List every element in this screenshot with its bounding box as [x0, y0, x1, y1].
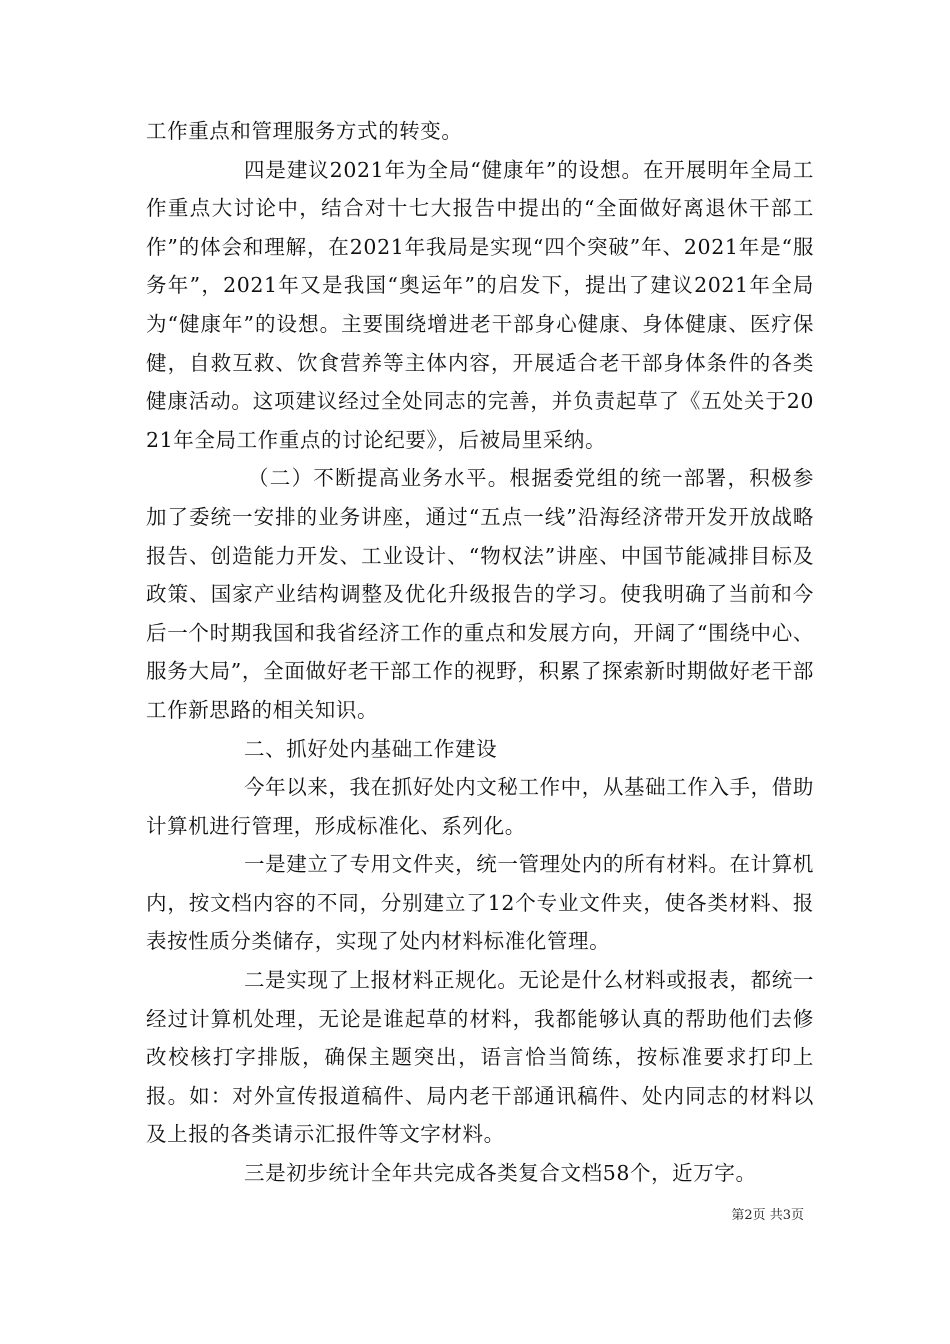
paragraph-business-level: （二）不断提高业务水平。根据委党组的统一部署，积极参加了委统一安排的业务讲座，通过“五点一线”沿海经济带开发开放战略报告、创造能力开发、工业设计、“物权法”讲座、中国节能减排目标及政策、国家产业结构调整及优化升级报告的学习。使我明确了当前和今后一个时期我国和我省经济工作的重点和发展方向，开阔了“围绕中心、服务大局”，全面做好老干部工作的视野，积累了探索新时期做好老干部工作新思路的相关知识。: [146, 466, 814, 722]
paragraph-health-year: 四是建议2021年为全局“健康年”的设想。在开展明年全局工作重点大讨论中，结合对十七大报告中提出的“全面做好离退休干部工作”的体会和理解，在2021年我局是实现“四个突破”年、2021年是“服务年”，2021年又是我国“奥运年”的启发下，提出了建议2021年全局为“健康年”的设想。主要围绕增进老干部身心健康、身体健康、医疗保健，自救互救、饮食营养等主体内容，开展适合老干部身体条件的各类健康活动。这项建议经过全处同志的完善，并负责起草了《五处关于2021年全局工作重点的讨论纪要》，后被局里采纳。: [146, 157, 814, 452]
page-number: 第2页 共3页: [731, 1208, 804, 1223]
section-heading: 二、抓好处内基础工作建设: [244, 736, 498, 761]
paragraph-continuation: 工作重点和管理服务方式的转变。: [146, 119, 463, 143]
document-body: [146, 112, 814, 1193]
paragraph-folders: 一是建立了专用文件夹，统一管理处内的所有材料。在计算机内，按文档内容的不同，分别建立了12个专业文件夹，使各类材料、报表按性质分类储存，实现了处内材料标准化管理。: [146, 852, 814, 954]
paragraph-statistics: 三是初步统计全年共完成各类复合文档58个，近万字。: [244, 1161, 757, 1186]
paragraph-intro: 今年以来，我在抓好处内文秘工作中，从基础工作入手，借助计算机进行管理，形成标准化、系列化。: [146, 775, 814, 838]
paragraph-reporting: 二是实现了上报材料正规化。无论是什么材料或报表，都统一经过计算机处理，无论是谁起草的材料，我都能够认真的帮助他们去修改校核打字排版，确保主题突出，语言恰当简练，按标准要求打印上报。如：对外宣传报道稿件、局内老干部通讯稿件、处内同志的材料以及上报的各类请示汇报件等文字材料。: [146, 968, 814, 1147]
